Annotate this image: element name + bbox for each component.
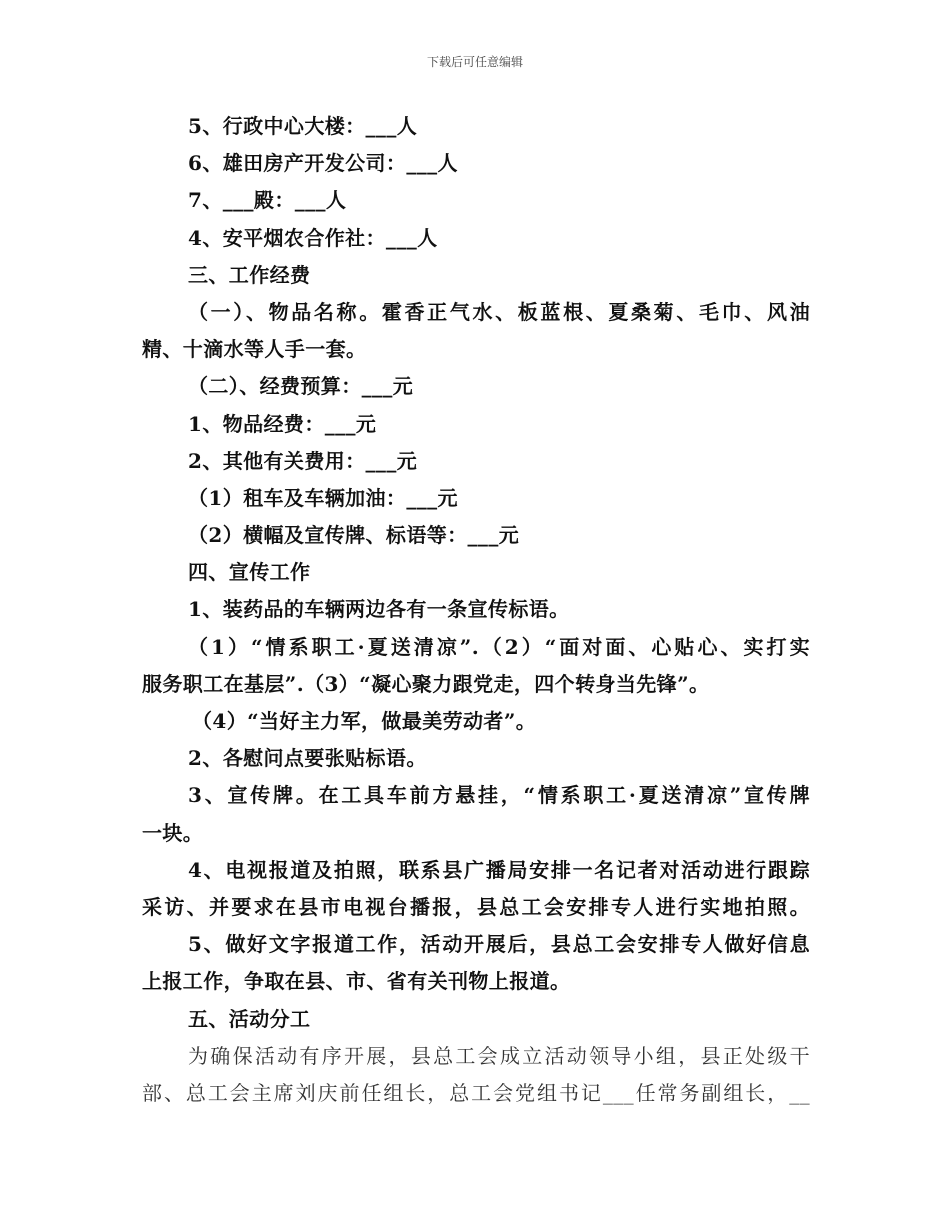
budget-item-2: 2、其他有关费用：___元 <box>188 448 418 473</box>
publicity-item-5-line-1: 5、做好文字报道工作，活动开展后，县总工会安排专人做好信息 <box>188 932 810 957</box>
section-heading-4: 四、宣传工作 <box>188 560 311 585</box>
paragraph-items-line-2: 精、十滴水等人手一套。 <box>142 337 367 362</box>
section-heading-3: 三、工作经费 <box>188 262 311 287</box>
publicity-item-2: 2、各慰问点要张贴标语。 <box>188 746 427 771</box>
budget-subitem-2: （2）横幅及宣传牌、标语等：___元 <box>188 523 520 548</box>
list-item-4: 4、安平烟农合作社：___人 <box>188 225 438 250</box>
page-header: 下载后可任意编辑 <box>426 55 523 69</box>
budget-heading: （二）、经费预算：___元 <box>188 374 414 399</box>
publicity-item-3-line-1: 3、宣传牌。在工具车前方悬挂，“情系职工·夏送清凉”宣传牌 <box>188 783 810 808</box>
slogan-line-1: （1）“情系职工·夏送清凉”.（2）“面对面、心贴心、实打实 <box>188 634 810 659</box>
publicity-item-5-line-2: 上报工作，争取在县、市、省有关刊物上报道。 <box>142 969 571 994</box>
list-item-5: 5、行政中心大楼：___人 <box>188 114 418 138</box>
publicity-item-4-line-2: 采访、并要求在县市电视台播报，县总工会安排专人进行实地拍照。 <box>142 894 810 919</box>
publicity-item-3-line-2: 一块。 <box>142 820 204 845</box>
section-heading-5: 五、活动分工 <box>188 1006 311 1031</box>
slogan-line-3: （4）“当好主力军，做最美劳动者”。 <box>192 709 537 733</box>
division-paragraph-line-2: 部、总工会主席刘庆前任组长，总工会党组书记___任常务副组长，__ <box>142 1080 810 1105</box>
document-body <box>142 108 810 1112</box>
paragraph-items-line-1: （一）、物品名称。霍香正气水、板蓝根、夏桑菊、毛巾、风油 <box>188 299 810 324</box>
slogan-line-2: 服务职工在基层”.（3）“凝心聚力跟党走，四个转身当先锋”。 <box>142 671 710 696</box>
publicity-item-4-line-1: 4、电视报道及拍照，联系县广播局安排一名记者对活动进行跟踪 <box>188 857 810 882</box>
budget-item-1: 1、物品经费：___元 <box>188 411 377 436</box>
list-item-7: 7、___殿：___人 <box>188 188 347 213</box>
publicity-item-1: 1、装药品的车辆两边各有一条宣传标语。 <box>188 597 570 622</box>
list-item-6: 6、雄田房产开发公司：___人 <box>188 151 458 176</box>
budget-subitem-1: （1）租车及车辆加油：___元 <box>188 485 458 510</box>
division-paragraph-line-1: 为确保活动有序开展，县总工会成立活动领导小组，县正处级干 <box>188 1043 810 1068</box>
